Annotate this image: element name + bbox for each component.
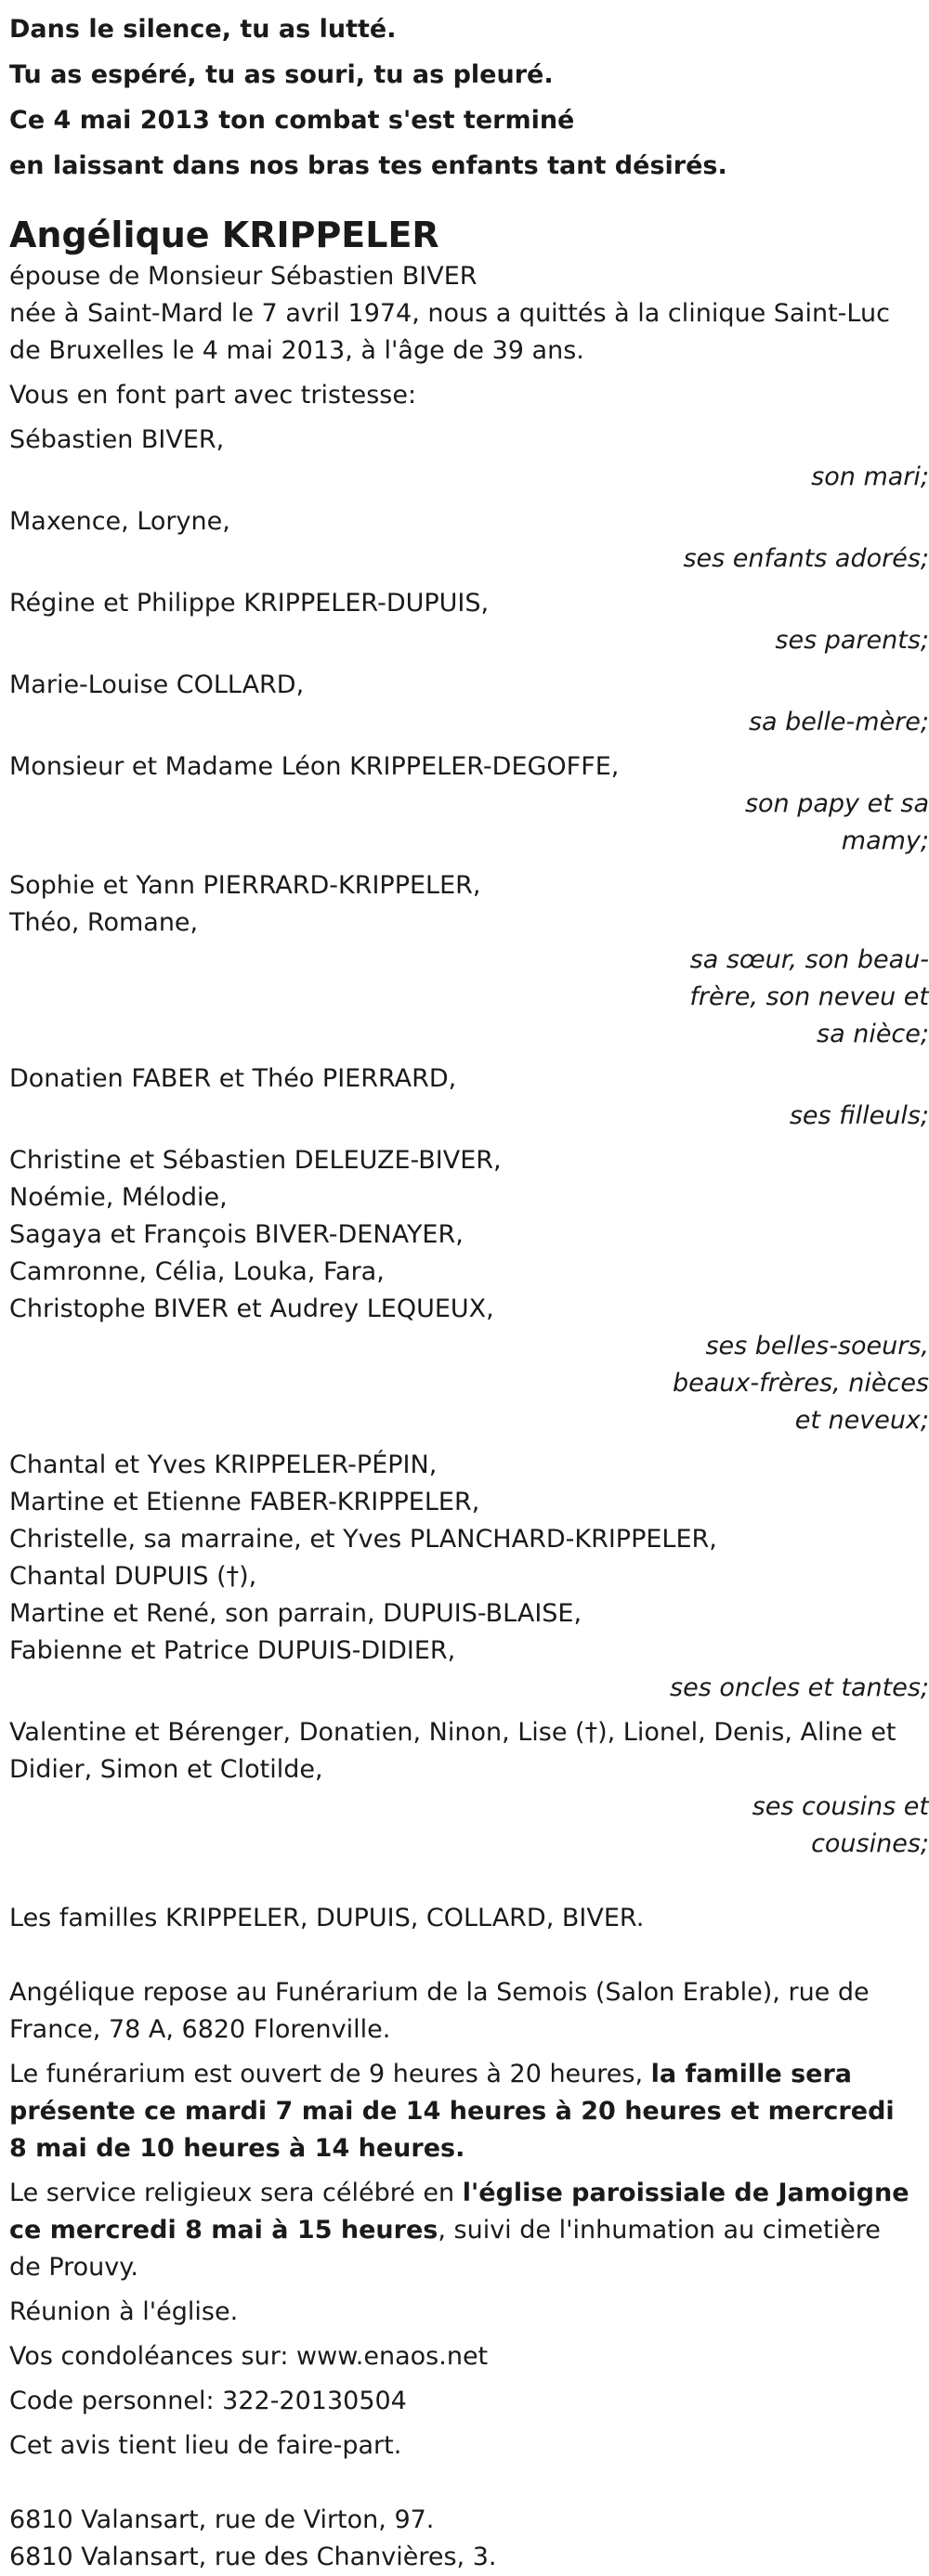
announce-line: Vous en font part avec tristesse: [9,381,417,410]
relation-text: son papy et sa mamy; [744,789,929,855]
service-text-2: , suivi de l'inhumation au cimetière de Prouvy. [9,2216,881,2282]
mourner-group [9,867,929,1053]
relation-text: sa belle-mère; [748,708,929,736]
funerarium-hours-text: Le funérarium est ouvert de 9 heures à 20 heures, [9,2060,651,2088]
mourner-name: Christophe BIVER et Audrey LEQUEUX, [9,1295,494,1323]
personal-code: Code personnel: 322-20130504 [9,2387,407,2415]
deceased-name: Angélique KRIPPELER [9,215,439,255]
relation-text: son mari; [811,462,929,491]
mourner-relation [9,942,929,1053]
mourner-group [9,1060,929,1135]
relation-text: sa sœur, son beau-frère, son neveu et sa nièce; [689,945,929,1048]
spouse-line: épouse de Monsieur Sébastien BIVER [9,262,478,291]
mourners-list [9,422,929,1863]
mourner-relation [9,622,929,659]
mourner-name: Martine et René, son parrain, DUPUIS-BLAISE, [9,1599,582,1628]
mourner-name: Théo, Romane, [9,908,199,937]
mourner-name: Chantal et Yves KRIPPELER-PÉPIN, [9,1451,438,1479]
mourner-relation [9,1789,929,1863]
families-line: Les familles KRIPPELER, DUPUIS, COLLARD, BIVER. [9,1904,645,1932]
mourner-name: Valentine et Bérenger, Donatien, Ninon, Lise (†), Lionel, Denis, Aline et [9,1718,896,1747]
relation-text: ses belles-soeurs, beaux-frères, nièces et neveux; [672,1332,929,1435]
intro-line: Tu as espéré, tu as souri, tu as pleuré. [9,60,554,89]
mourner-group [9,1714,929,1863]
notice-line: Cet avis tient lieu de faire-part. [9,2431,402,2460]
mourner-relation [9,540,929,578]
mourner-group [9,1447,929,1707]
mourner-names [9,667,929,704]
intro-line: Dans le silence, tu as lutté. [9,15,397,44]
mourner-name: Camronne, Célia, Louka, Fara, [9,1257,385,1286]
mourner-name: Christelle, sa marraine, et Yves PLANCHARD-KRIPPELER, [9,1525,717,1554]
mourner-group [9,748,929,860]
mourner-relation [9,1328,929,1439]
mourner-group [9,503,929,578]
mourner-relation [9,704,929,741]
funerarium-hours [9,2056,920,2167]
family-presence-text: la famille sera présente ce mardi 7 mai de 14 heures à 20 heures et mercredi 8 mai de 10 heures à 14 heures. [9,2060,895,2163]
relation-text: ses cousins et cousines; [752,1792,929,1858]
mourner-name: Monsieur et Madame Léon KRIPPELER-DEGOFFE, [9,752,620,781]
relation-text: ses parents; [775,626,929,655]
address-line: 6810 Valansart, rue de Virton, 97. [9,2505,435,2534]
mourner-relation [9,1098,929,1135]
birth-death-info: née à Saint-Mard le 7 avril 1974, nous a quittés à la clinique Saint-Luc de Bruxelles le 4 mai 2013, à l'âge de 39 ans. [9,299,890,365]
rest-location: Angélique repose au Funérarium de la Semois (Salon Erable), rue de France, 78 A, 6820 Florenville. [9,1978,870,2044]
mourner-name: Régine et Philippe KRIPPELER-DUPUIS, [9,589,490,618]
mourner-name: Sagaya et François BIVER-DENAYER, [9,1220,464,1249]
mourner-name: Christine et Sébastien DELEUZE-BIVER, [9,1146,502,1175]
mourner-names [9,748,929,786]
mourner-relation [9,459,929,496]
mourner-names [9,1142,929,1328]
mourner-name: Marie-Louise COLLARD, [9,670,305,699]
mourner-name: Fabienne et Patrice DUPUIS-DIDIER, [9,1636,456,1665]
mourner-names [9,422,929,459]
mourner-names [9,1060,929,1098]
mourner-group [9,585,929,659]
mourner-names [9,1714,929,1789]
intro-line: Ce 4 mai 2013 ton combat s'est terminé [9,106,575,135]
mourner-group [9,422,929,496]
address-line: 6810 Valansart, rue des Chanvières, 3. [9,2543,497,2571]
relation-text: ses oncles et tantes; [670,1673,929,1702]
mourner-group [9,667,929,741]
mourner-name: Donatien FABER et Théo PIERRARD, [9,1064,457,1093]
relation-text: ses enfants adorés; [683,544,929,573]
addresses [9,2502,920,2576]
mourner-name: Maxence, Loryne, [9,507,230,536]
mourner-names [9,585,929,622]
intro-line: en laissant dans nos bras tes enfants tant désirés. [9,151,727,180]
mourner-relation [9,1670,929,1707]
mourner-group [9,1142,929,1439]
mourner-name: Martine et Etienne FABER-KRIPPELER, [9,1488,480,1516]
mourner-names [9,503,929,540]
mourner-names [9,867,929,942]
intro-poem [9,0,920,189]
religious-service [9,2175,920,2286]
condolences-line: Vos condoléances sur: www.enaos.net [9,2342,489,2371]
mourner-name: Sébastien BIVER, [9,425,225,454]
relation-text: ses filleuls; [789,1101,929,1130]
mourner-names [9,1447,929,1670]
service-church-text: l'église paroissiale de Jamoigne ce mercredi 8 mai à 15 heures [9,2179,909,2244]
mourner-name: Didier, Simon et Clotilde, [9,1755,323,1784]
mourner-name: Sophie et Yann PIERRARD-KRIPPELER, [9,871,481,900]
mourner-relation [9,786,929,860]
service-text-1: Le service religieux sera célébré en [9,2179,463,2207]
reunion-line: Réunion à l'église. [9,2297,239,2326]
mourner-name: Chantal DUPUIS (†), [9,1562,257,1591]
mourner-name: Noémie, Mélodie, [9,1183,228,1212]
